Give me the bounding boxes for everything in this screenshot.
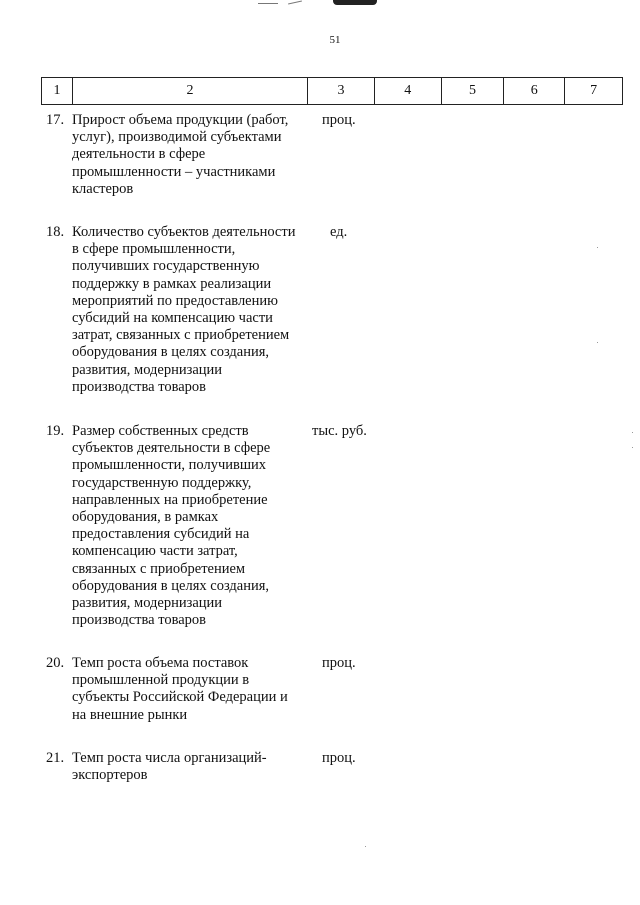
header-cell-1: 1 — [41, 78, 72, 104]
header-cell-7: 7 — [564, 78, 623, 104]
scan-artifact-line — [258, 3, 278, 4]
header-cell-2: 2 — [72, 78, 307, 104]
indicator-name: Количество субъектов деятельности в сфере промышленности, получивших государственную поддержку в рамках реализации мероприятий по предоставлению субсидий на компенсацию части затрат, связанных с приобретением оборудования в целях создания, развития, модернизации производства товаров — [72, 224, 296, 395]
scan-speck — [632, 432, 633, 433]
unit-of-measure: проц. — [322, 750, 356, 766]
row-number: 20. — [46, 655, 65, 671]
row-number: 19. — [46, 423, 65, 439]
unit-of-measure: проц. — [322, 655, 356, 671]
unit-of-measure: проц. — [322, 112, 356, 128]
row-number: 17. — [46, 112, 65, 128]
header-cell-6: 6 — [503, 78, 564, 104]
scan-artifact-line — [288, 1, 302, 5]
scan-speck — [365, 846, 366, 847]
indicator-name: Прирост объема продукции (работ, услуг), производимой субъектами деятельности в сфере промышленности – участниками кластеров — [72, 112, 289, 197]
indicator-name: Размер собственных средств субъектов деятельности в сфере промышленности, получивших государственную поддержку, направленных на приобретение оборудования, в рамках предоставления субсидий на компенсацию части затрат, связанных с приобретением оборудования в целях создания, развития, модернизации производства товаров — [72, 423, 271, 629]
scan-artifact-smudge — [333, 0, 377, 5]
unit-of-measure: тыс. руб. — [312, 423, 367, 439]
unit-of-measure: ед. — [330, 224, 348, 240]
page-number: 51 — [329, 34, 341, 46]
header-cell-4: 4 — [374, 78, 441, 104]
row-number: 21. — [46, 750, 65, 766]
scan-speck — [597, 342, 598, 343]
row-number: 18. — [46, 224, 65, 240]
table-header-row — [41, 77, 623, 105]
header-cell-5: 5 — [441, 78, 504, 104]
indicator-name: Темп роста объема поставок промышленной продукции в субъекты Российской Федерации и на внешние рынки — [72, 655, 288, 723]
scan-speck — [632, 447, 633, 448]
scan-speck — [597, 247, 598, 248]
indicator-name: Темп роста числа организаций- экспортеров — [72, 750, 267, 784]
header-cell-3: 3 — [307, 78, 374, 104]
